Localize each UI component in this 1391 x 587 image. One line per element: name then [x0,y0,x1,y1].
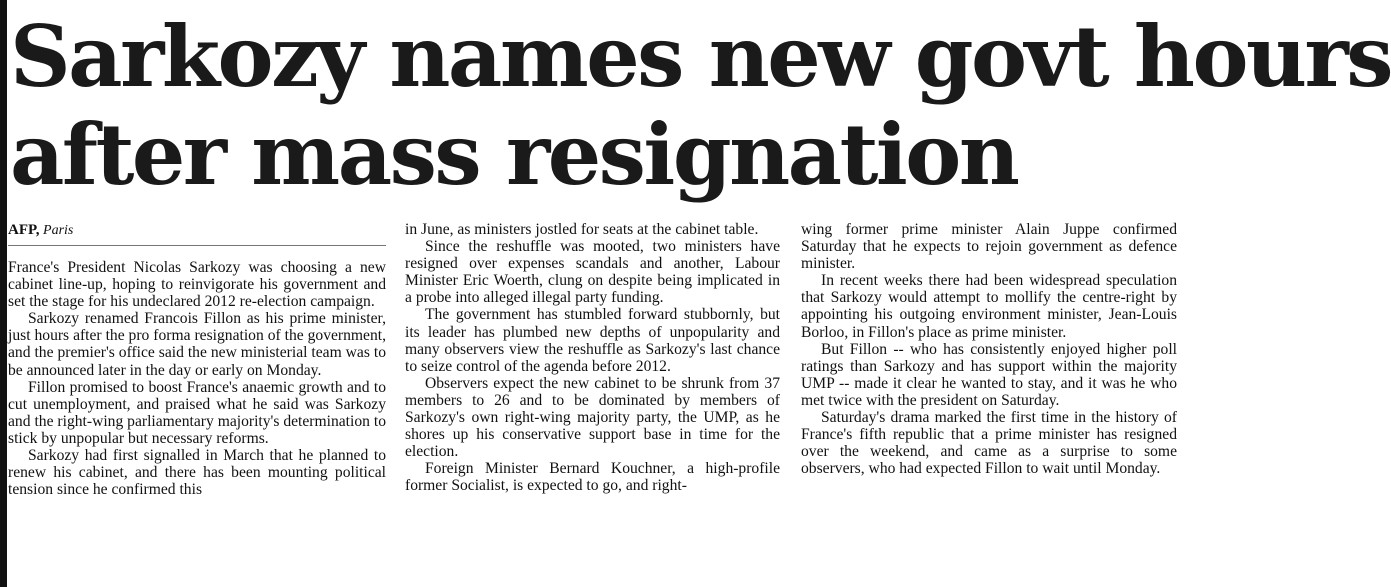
byline [8,222,386,246]
article-column-2 [405,221,780,495]
paragraph: Sarkozy had first signalled in March that he planned to renew his cabinet, and there has been mounting political tension since he confirmed this [8,447,386,499]
byline-agency: AFP, [8,222,40,238]
paragraph: Foreign Minister Bernard Kouchner, a high-profile former Socialist, is expected to go, and right- [405,460,780,495]
headline [10,7,1391,204]
article-column-3 [801,221,1177,477]
paragraph: Observers expect the new cabinet to be shrunk from 37 members to 26 and to be dominated by members of Sarkozy's own right-wing majority party, the UMP, as he shores up his conservative support base in time for the election. [405,374,780,461]
headline-line-1: Sarkozy names new govt hours [10,7,1391,106]
paragraph: The government has stumbled forward stubbornly, but its leader has plumbed new depths of unpopularity and many observers view the reshuffle as Sarkozy's last chance to seize control of the agenda before 2012. [405,306,780,375]
column-rule [0,0,7,587]
byline-place: Paris [43,223,74,238]
paragraph: France's President Nicolas Sarkozy was choosing a new cabinet line-up, hoping to reinvigorate his government and set the stage for his undeclared 2012 re-election campaign. [8,259,386,311]
paragraph: wing former prime minister Alain Juppe confirmed Saturday that he expects to rejoin government as defence minister. [801,221,1177,273]
paragraph: in June, as ministers jostled for seats at the cabinet table. [405,221,759,238]
paragraph: Sarkozy renamed Francois Fillon as his prime minister, just hours after the pro forma resignation of the government, and the premier's office said the new ministerial team was to be announced later in the day or early on Monday. [8,310,386,379]
headline-line-2: after mass resignation [10,105,1018,204]
paragraph: Saturday's drama marked the first time in the history of France's fifth republic that a prime minister has resigned over the weekend, and came as a surprise to some observers, who had expected Fillon to wait until Monday. [801,409,1177,478]
paragraph: Fillon promised to boost France's anaemic growth and to cut unemployment, and praised what he said was Sarkozy and the right-wing parliamentary majority's determination to stick by unpopular but necessary reforms. [8,378,386,447]
paragraph: But Fillon -- who has consistently enjoyed higher poll ratings than Sarkozy and has support within the majority UMP -- made it clear he wanted to stay, and it was he who met twice with the president on Saturday. [801,340,1177,409]
paragraph: Since the reshuffle was mooted, two ministers have resigned over expenses scandals and another, Labour Minister Eric Woerth, clung on despite being implicated in a probe into alleged illegal party funding. [405,238,780,307]
article-column-1 [8,259,386,498]
paragraph: In recent weeks there had been widespread speculation that Sarkozy would attempt to mollify the centre-right by appointing his outgoing environment minister, Jean-Louis Borloo, in Fillon's place as prime minister. [801,272,1177,341]
